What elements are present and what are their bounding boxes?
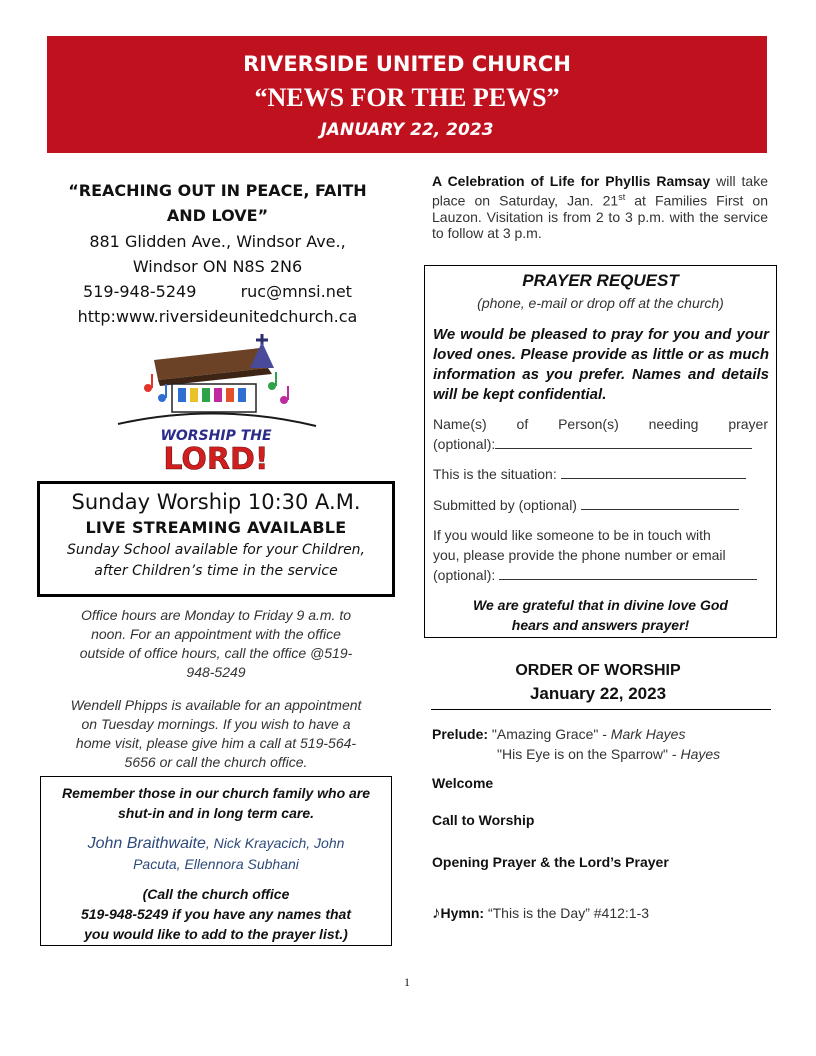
worship-the-lord-logo — [112, 328, 320, 473]
order-of-worship-date: January 22, 2023 — [529, 684, 667, 703]
call-to-worship-item: Call to Worship — [432, 812, 535, 828]
worship-time: Sunday Worship 10:30 A.M. — [71, 490, 361, 514]
heading-divider — [431, 709, 771, 710]
hymn-item: ♪Hymn: “This is the Day” #412:1-3 — [432, 903, 650, 922]
prayer-request-intro: We would be pleased to pray for you and your loved ones. Please provide as little or as much information as you prefer. Names and details will be kept confidential. — [433, 326, 769, 403]
submitted-by-blank[interactable] — [581, 496, 739, 510]
church-with-music-notes-icon — [112, 328, 320, 473]
prayer-request-form — [424, 265, 777, 638]
page-number: 1 — [404, 975, 410, 989]
contact-blank[interactable] — [499, 566, 757, 580]
celebration-of-life-notice: A Celebration of Life for Phyllis Ramsay will take place on Saturday, Jan. 21st at Families First on Lauzon. Visitation is from 2 to 3 p.m. with the service to follow at 3 p.m. — [432, 173, 768, 241]
minister-availability-text: Wendell Phipps is available for an appointment on Tuesday mornings. If you wish to have a home visit, please give him a call at 519-564- 5656 or call the church office. — [70, 697, 362, 770]
person-name-field: Name(s) of Person(s) needing prayer (optional): — [433, 416, 768, 452]
logo-text-worship: WORSHIP THE — [160, 428, 272, 444]
submitted-by-field: Submitted by (optional) — [433, 495, 768, 515]
name-blank[interactable] — [495, 435, 752, 449]
order-of-worship-heading: ORDER OF WORSHIP January 22, 2023 — [428, 662, 768, 704]
newsletter-date: JANUARY 22, 2023 — [320, 120, 494, 140]
church-motto: “REACHING OUT IN PEACE, FAITH AND LOVE” — [68, 181, 367, 225]
shut-in-intro: Remember those in our church family who are shut-in and in long term care. — [61, 785, 371, 821]
prayer-request-title: PRAYER REQUEST — [522, 271, 679, 290]
music-note-icon: ♪ — [432, 903, 441, 922]
church-address: 881 Glidden Ave., Windsor Ave., Windsor ON N8S 2N6 519-948-5249 ruc@mnsi.net http:www.riversideunitedchurch.ca — [40, 229, 395, 329]
office-hours-text: Office hours are Monday to Friday 9 a.m. to noon. For an appointment with the office outside of office hours, call the office @519- 948-5249 — [79, 607, 353, 680]
church-name: RIVERSIDE UNITED CHURCH — [243, 52, 571, 76]
contact-line — [40, 279, 395, 304]
opening-prayer-item: Opening Prayer & the Lord’s Prayer — [432, 854, 669, 870]
situation-blank[interactable] — [561, 465, 746, 479]
shut-in-call-note: (Call the church office 519-948-5249 if you have any names that you would like to add to the prayer list.) — [80, 886, 352, 942]
shut-in-prayer-box — [40, 776, 392, 946]
situation-field: This is the situation: — [433, 464, 768, 484]
celebration-title: A Celebration of Life for Phyllis Ramsay — [432, 173, 711, 189]
newsletter-title: “NEWS FOR THE PEWS” — [254, 83, 560, 112]
church-email: ruc@mnsi.net — [240, 282, 352, 301]
prayer-request-subtitle: (phone, e-mail or drop off at the church) — [477, 295, 724, 311]
newsletter-header — [47, 36, 767, 153]
prelude-item: Prelude: "Amazing Grace" - Mark Hayes "His Eye is on the Sparrow" - Hayes — [432, 726, 721, 762]
logo-text-lord: LORD! — [163, 442, 269, 473]
church-phone: 519-948-5249 — [83, 282, 197, 301]
shut-in-names: John Braithwaite, Nick Krayacich, John Pacuta, Ellennora Subhani — [87, 835, 345, 872]
church-website: http:www.riversideunitedchurch.ca — [77, 307, 358, 326]
worship-time-box — [37, 481, 395, 597]
sunday-school-notice: Sunday School available for your Children, after Children’s time in the service — [66, 542, 366, 579]
live-streaming-notice: LIVE STREAMING AVAILABLE — [85, 518, 347, 537]
prayer-closing: We are grateful that in divine love God hears and answers prayer! — [473, 597, 728, 633]
contact-field: If you would like someone to be in touch with you, please provide the phone number or email (optional): — [433, 525, 768, 585]
welcome-item: Welcome — [432, 775, 494, 791]
